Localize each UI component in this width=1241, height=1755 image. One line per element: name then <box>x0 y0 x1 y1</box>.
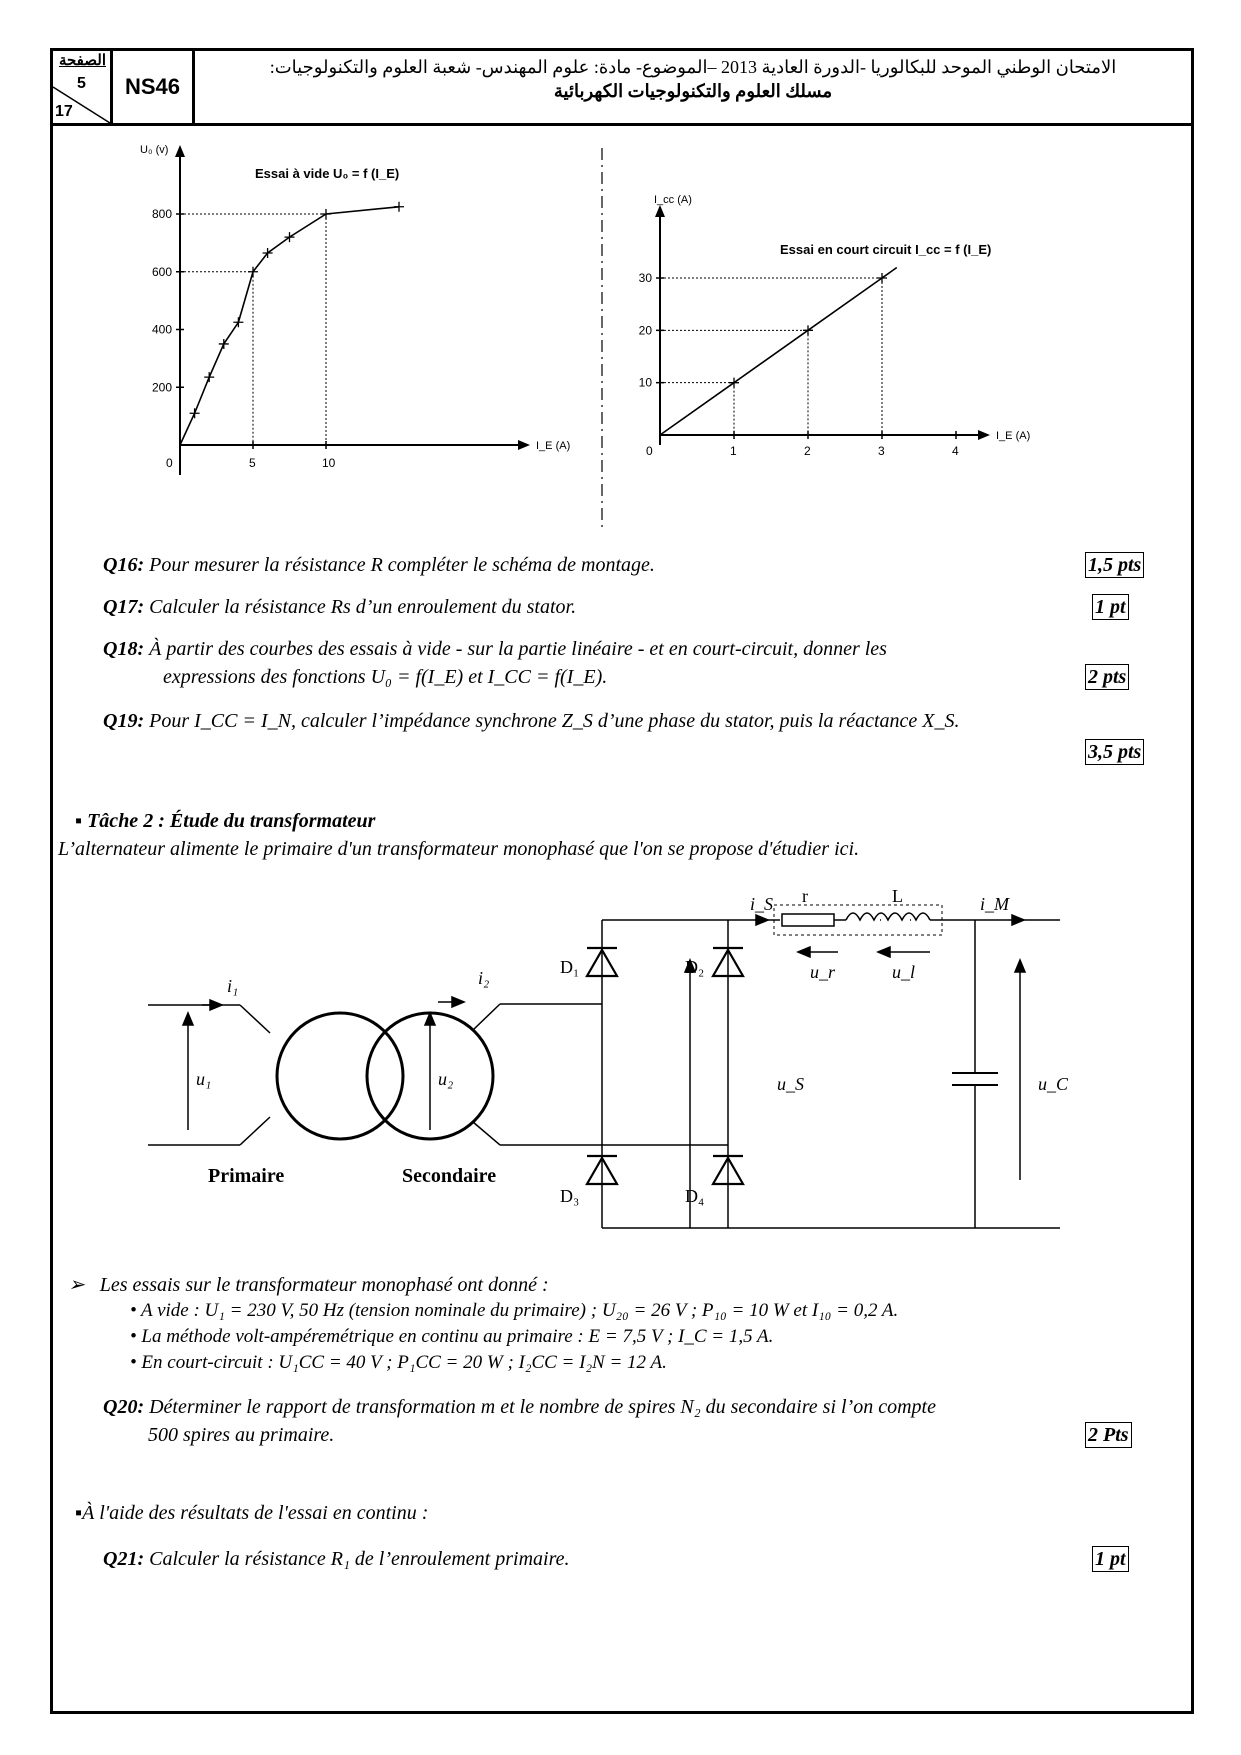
label-L: L <box>892 886 903 906</box>
page-number-box <box>53 51 113 123</box>
dc-intro: ▪À l'aide des résultats de l'essai en continu : <box>75 1502 429 1524</box>
page-total: 17 <box>55 103 73 120</box>
y-tick-label: 400 <box>151 322 172 337</box>
page-label: الصفحة <box>58 53 106 69</box>
q19-label: Q19: <box>103 710 145 732</box>
x-tick-label: 0 <box>646 444 653 458</box>
transformer-rectifier-circuit <box>140 880 1069 1240</box>
dc-intro-text: À l'aide des résultats de l'essai en continu : <box>82 1502 429 1524</box>
label-u2: u₂ <box>438 1069 454 1089</box>
q21-text: Calculer la résistance R₁ de l’enroulement primaire. <box>149 1548 570 1570</box>
chart-divider <box>600 148 604 528</box>
label-ul: u_l <box>892 962 916 982</box>
label-is: i_S <box>750 894 774 914</box>
data-point <box>394 202 404 212</box>
q21 <box>103 1546 570 1572</box>
x-tick-label: 10 <box>322 456 336 470</box>
label-d3: D₃ <box>560 1186 580 1206</box>
y-axis-arrow <box>175 145 185 157</box>
label-uc: u_C <box>1038 1074 1069 1094</box>
y-tick-label: 20 <box>638 323 652 338</box>
label-d1: D₁ <box>560 957 580 977</box>
data-point <box>190 408 200 418</box>
q19-text: Pour I_CC = I_N, calculer l’impédance synchrone Z_S d’une phase du stator, puis la réactance X_S. <box>149 710 960 732</box>
label-d4: D₄ <box>685 1186 705 1206</box>
x-axis-arrow <box>518 440 530 450</box>
label-u1: u₁ <box>196 1069 212 1089</box>
x-axis-label: I_E (A) <box>536 440 571 452</box>
y-tick-label: 30 <box>638 271 652 285</box>
exam-title-line1: الامتحان الوطني الموحد للبكالوريا -الدورة العادية 2013 –الموضوع- مادة: علوم المهندس- شعبة العلوم والتكنولوجيات: <box>269 57 1117 77</box>
label-r: r <box>802 886 808 906</box>
q18-label: Q18: <box>103 638 145 660</box>
q19-points: 3,5 pts <box>1085 739 1144 765</box>
no-load-test-chart <box>140 140 610 540</box>
label-i2: i₂ <box>478 968 490 988</box>
q20-label: Q20: <box>103 1396 145 1418</box>
q18-points: 2 pts <box>1085 664 1129 690</box>
data-point <box>803 325 813 335</box>
tests-item3: • En court-circuit : U₁CC = 40 V ; P₁CC = 20 W ; I₂CC = I₂N = 12 A. <box>130 1352 667 1373</box>
data-point <box>219 339 229 349</box>
q17-points: 1 pt <box>1092 594 1129 620</box>
q20-points: 2 Pts <box>1085 1422 1132 1448</box>
q20-text-line2: 500 spires au primaire. <box>148 1424 335 1446</box>
chart-title: Essai en court circuit I_cc = f (I_E) <box>780 242 992 257</box>
label-us: u_S <box>777 1074 804 1094</box>
task2-title-text: Tâche 2 : Étude du transformateur <box>87 810 376 832</box>
short-circuit-test-chart <box>620 190 1120 520</box>
label-primaire: Primaire <box>208 1165 285 1187</box>
x-tick-label: 0 <box>166 456 173 470</box>
tests-intro: ➢ Les essais sur le transformateur monophasé ont donné : <box>68 1274 549 1296</box>
data-curve <box>180 207 399 445</box>
q17-label: Q17: <box>103 596 145 618</box>
y-tick-label: 200 <box>151 380 172 395</box>
page-header <box>50 48 1194 126</box>
label-i1: i₁ <box>227 976 239 996</box>
x-tick-label: 2 <box>804 444 811 458</box>
x-tick-label: 1 <box>730 444 737 458</box>
exam-title-line2: مسلك العلوم والتكنولوجيات الكهربائية <box>553 81 833 101</box>
exam-code: NS46 <box>113 51 195 123</box>
label-iM: i_M <box>980 894 1009 914</box>
y-axis-label: U₀ (v) <box>140 144 169 156</box>
tests-item2: • La méthode volt-ampéremétrique en continu au primaire : E = 7,5 V ; I_C = 1,5 A. <box>130 1326 774 1347</box>
y-tick-label: 10 <box>638 375 652 390</box>
chart-title: Essai à vide U₀ = f (I_E) <box>255 166 400 181</box>
data-point <box>233 317 243 327</box>
q21-points: 1 pt <box>1092 1546 1129 1572</box>
x-tick-label: 5 <box>249 456 256 470</box>
y-tick-label: 800 <box>151 207 172 221</box>
x-tick-label: 4 <box>952 444 959 458</box>
label-d2: D₂ <box>685 957 705 977</box>
y-axis-arrow <box>655 205 665 217</box>
label-ur: u_r <box>810 962 836 982</box>
q16 <box>103 552 655 578</box>
page-number: 5 <box>77 75 86 92</box>
q18-text-line1: À partir des courbes des essais à vide - sur la partie linéaire - et en court-circuit, donner les <box>149 638 887 660</box>
tests-intro-text: Les essais sur le transformateur monophasé ont donné : <box>99 1274 549 1296</box>
q21-label: Q21: <box>103 1548 145 1570</box>
tests-item1: • A vide : U₁ = 230 V, 50 Hz (tension nominale du primaire) ; U₂₀ = 26 V ; P₁₀ = 10 W et I₁₀ = 0,2 A. <box>130 1300 899 1321</box>
q18 <box>103 636 887 662</box>
q20 <box>103 1394 936 1420</box>
data-point <box>204 372 214 382</box>
task2-intro: L’alternateur alimente le primaire d'un transformateur monophasé que l'on se propose d'étudier ici. <box>58 838 860 860</box>
y-tick-label: 600 <box>151 264 172 279</box>
x-tick-label: 3 <box>878 444 885 458</box>
q18-text-line2: expressions des fonctions U₀ = f(I_E) et I_CC = f(I_E). <box>163 666 608 688</box>
q16-label: Q16: <box>103 554 145 576</box>
q17-text: Calculer la résistance Rs d’un enroulement du stator. <box>149 596 577 618</box>
exam-title <box>203 55 1183 103</box>
q19 <box>103 708 960 734</box>
data-curve <box>660 268 897 435</box>
task2-title: ▪ Tâche 2 : Étude du transformateur <box>75 810 376 832</box>
q16-text: Pour mesurer la résistance R compléter le schéma de montage. <box>149 554 655 576</box>
label-secondaire: Secondaire <box>402 1165 497 1187</box>
x-axis-label: I_E (A) <box>996 430 1031 442</box>
q17 <box>103 594 576 620</box>
q20-text-line1: Déterminer le rapport de transformation m et le nombre de spires N₂ du secondaire si l’on compte <box>149 1396 936 1418</box>
q16-points: 1,5 pts <box>1085 552 1144 578</box>
x-axis-arrow <box>978 430 990 440</box>
y-axis-label: I_cc (A) <box>654 194 692 206</box>
